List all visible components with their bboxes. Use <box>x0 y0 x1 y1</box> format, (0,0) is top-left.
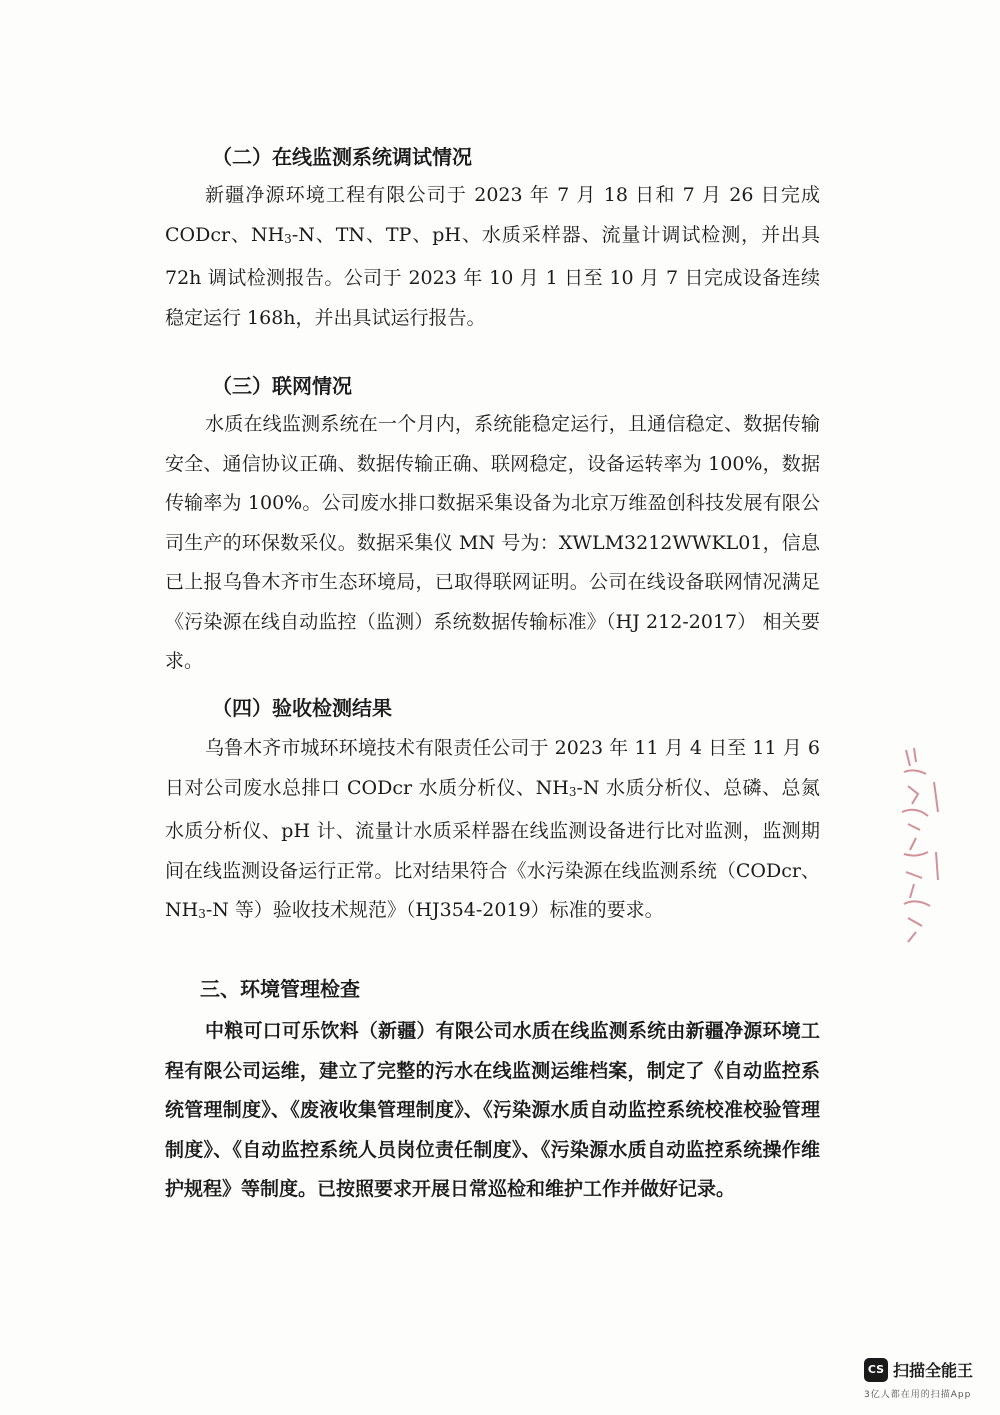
paragraph-debugging: 新疆净源环境工程有限公司于 2023 年 7 月 18 日和 7 月 26 日完成 CODcr、$NH_3-N$、TN、TP、pH、水质采样器、流量计调试检测，并出具 72h 调试检测报告。公司于 2023 年 10 月 1 日至 10 月 7 日完成设备连续稳定运行 168h，并出具试运行报告。 <box>165 184 820 329</box>
section-heading-acceptance: （四）验收检测结果 <box>212 696 392 720</box>
section-heading-networking: （三）联网情况 <box>212 374 352 398</box>
watermark-app-name: 扫描全能王 <box>893 1361 974 1380</box>
paragraph-management: 中粮可口可乐饮料（新疆）有限公司水质在线监测系统由新疆净源环境工程有限公司运维，建立了完整的污水在线监测运维档案，制定了《自动监控系统管理制度》、《废液收集管理制度》、《污染源水质自动监控系统校准校验管理制度》、《自动监控系统人员岗位责任制度》、《污染源水质自动监控系统操作维护规程》等制度。已按照要求开展日常巡检和维护工作并做好记录。 <box>165 1020 820 1200</box>
paragraph-networking: 水质在线监测系统在一个月内，系统能稳定运行，且通信稳定、数据传输安全、通信协议正确、数据传输正确、联网稳定，设备运转率为 100%，数据传输率为 100%。公司废水排口数据采集设备为北京万维盈创科技发展有限公司生产的环保数采仪。数据采集仪 MN 号为：XWLM3212WWKL01，信息已上报乌鲁木齐市生态环境局，已取得联网证明。公司在线设备联网情况满足《污染源在线自动监控（监测）系统数据传输标准》（HJ 212-2017） 相关要求。 <box>165 413 820 672</box>
camscanner-logo-icon: CS <box>864 1358 888 1382</box>
seal-stamp-icon <box>886 742 948 947</box>
section-heading-management: 三、环境管理检查 <box>200 977 360 1001</box>
watermark-tagline: 3亿人都在用的扫描App <box>864 1390 972 1400</box>
section-heading-debugging: （二）在线监测系统调试情况 <box>212 145 472 169</box>
paragraph-acceptance: 乌鲁木齐市城环环境技术有限责任公司于 2023 年 11 月 4 日至 11 月 6 日对公司废水总排口 CODcr 水质分析仪、$NH_3-N$ 水质分析仪、总磷、总氮水质分析仪、pH 计、流量计水质采样器在线监测设备进行比对监测，监测期间在线监测设备运行正常。比对结果符合《水污染源在线监测系统（CODcr、$NH_3-N$ 等）验收技术规范》（HJ354-2019）标准的要求。 <box>165 737 821 921</box>
